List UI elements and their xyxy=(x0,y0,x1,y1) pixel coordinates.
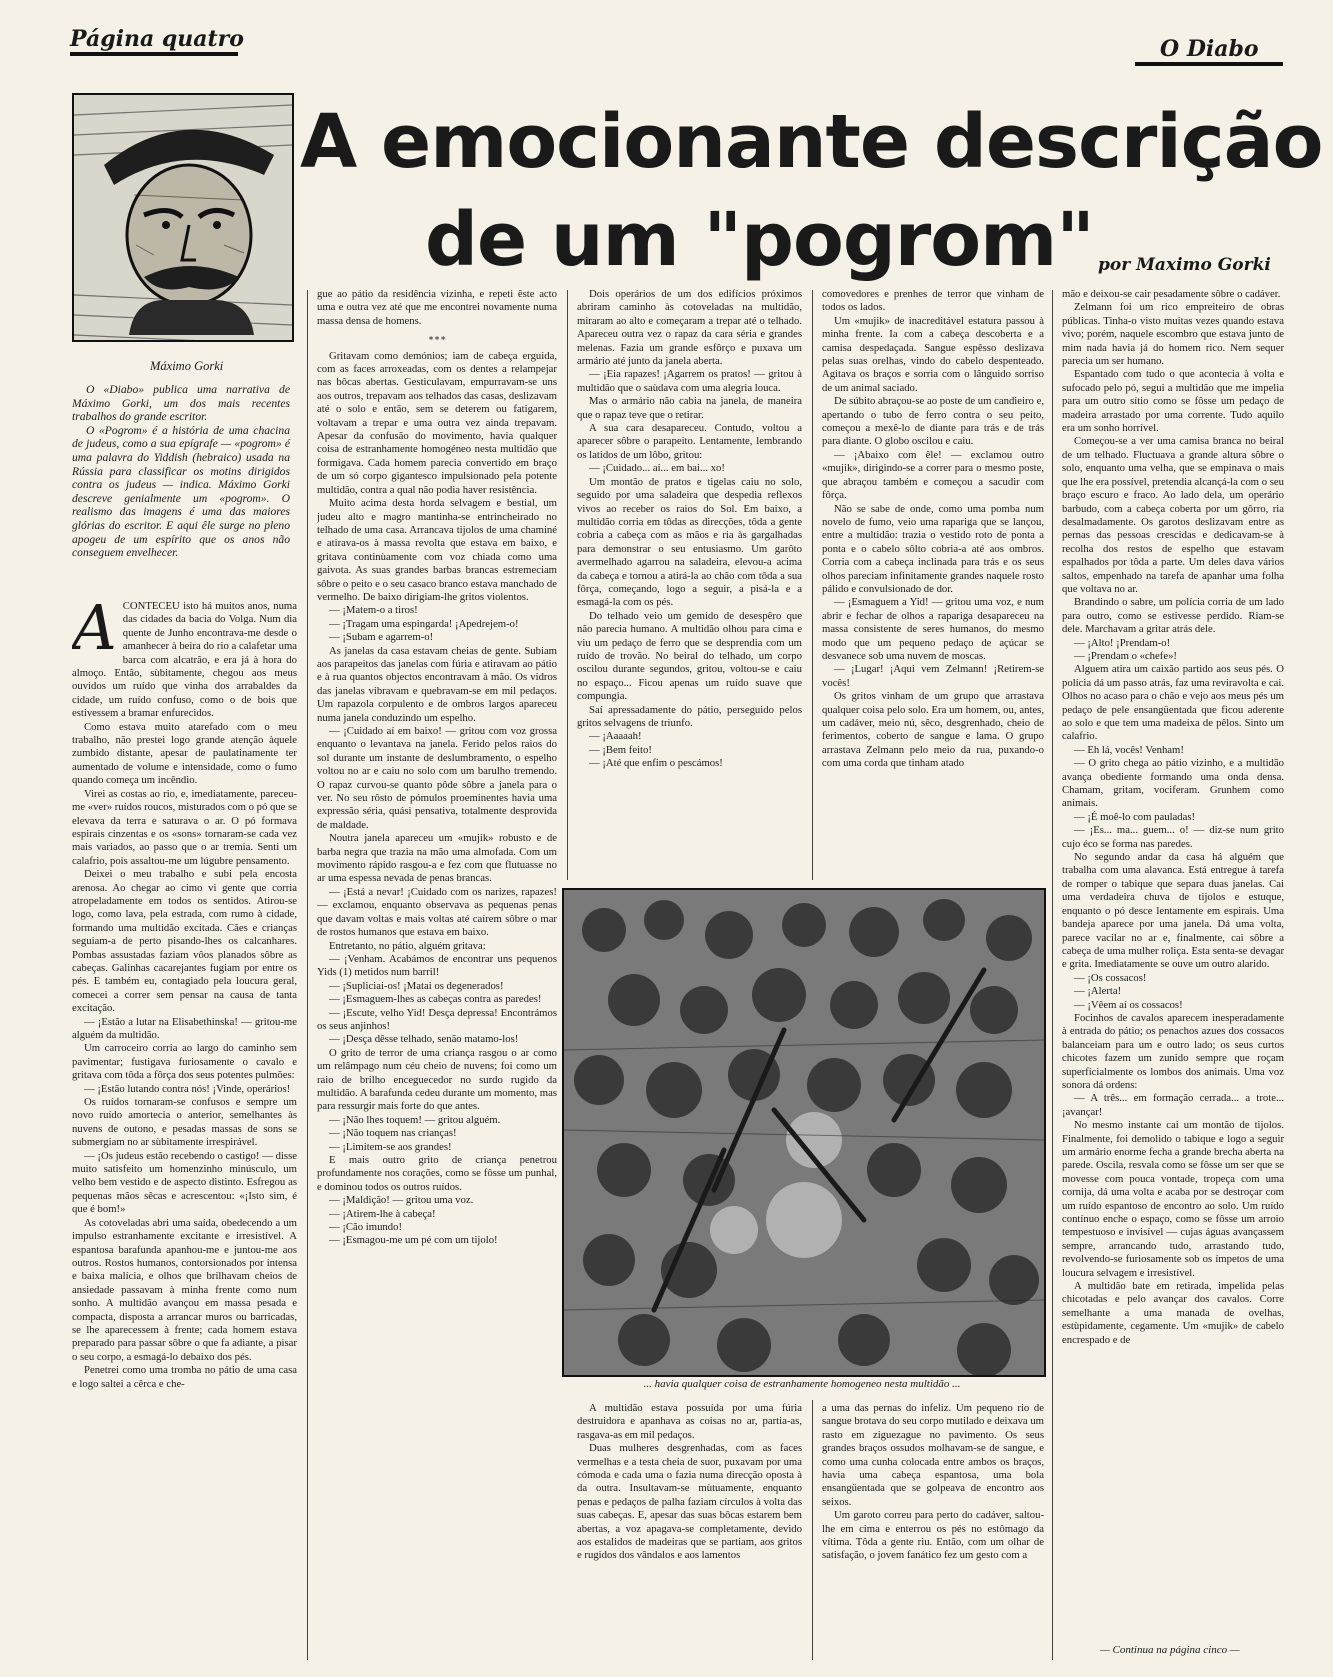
body-paragraph: Virei as costas ao rio, e, imediatamente, pareceu-me «ver» ruídos roucos, misturados com o pó que se elevava da terra e saturava o ar. O pó formava espirais cinzentas e os «sons» tornaram-se cada vez mais variados, ao passo que o ar tremia. Senti um calafrio, pois assaltou-me um lúgubre pensamento. xyxy=(72,787,297,867)
body-paragraph: Como estava muito atarefado com o meu trabalho, não prestei logo grande atenção àquele zumbido distante, apesar de paulatinamente ter aumentado de volume e intensidade, como o fumo quando começa um incêndio. xyxy=(72,720,297,787)
body-paragraph: — ¡Alto! ¡Prendam-o! xyxy=(1074,636,1171,649)
body-paragraph: Noutra janela apareceu um «mujik» robusto e de barba negra que trazia na mão uma almofada. Com um movimento rápido rasgou-a e fez com que flutuasse no ar uma espessa nevada de penas brancas. xyxy=(317,832,557,885)
portrait-woodcut-image xyxy=(74,95,292,340)
body-paragraph: — ¡Bem feito! xyxy=(589,743,652,756)
body-paragraph: — ¡Não lhes toquem! — gritou alguém. xyxy=(329,1113,501,1126)
body-paragraph: — ¡Abaixo com êle! — exclamou outro «mujik», dirigindo-se a correr para o mesmo poste, que abraçou também e começou a sacudir com fôrça. xyxy=(822,448,1044,502)
body-paragraph: a uma das pernas do infeliz. Um pequeno rio de sangue brotava do seu corpo mutilado e deixava um rasto em ziguezague no pavimento. Os seus grandes braços ossudos molhavam-se de sangue, e como uma cunha colocada entre ambos os braços, havia uma cabeça espantosa, uma bola ensangüentada que se golpeava de encontro aos seixos. xyxy=(822,1402,1044,1508)
body-paragraph: — ¡Os cossacos! xyxy=(1074,971,1147,984)
body-paragraph: — ¡Supliciai-os! ¡Matai os degenerados! xyxy=(329,979,504,992)
body-paragraph: — O grito chega ao pátio vizinho, e a multidão avança obediente formando uma onda densa. Chamam, gritam, vociferam. Grunhem como animais. xyxy=(1062,757,1284,810)
body-paragraph: — ¡Escute, velho Yid! Desça depressa! Encontrámos os seus anjinhos! xyxy=(317,1006,557,1032)
column-rule xyxy=(812,290,813,880)
body-paragraph: Um carroceiro corria ao largo do caminho sem pavimentar; fustigava furiosamente o cavalo e gritava com tôda a fôrça dos seus potentes pulmões: xyxy=(72,1042,297,1082)
body-paragraph: Os ruídos tornaram-se confusos e sempre um novo ruído amortecia o anterior, semelhantes às nuvens de outono, e pesadas massas de sons se submergiam no ar sùbitamente irrespirável. xyxy=(72,1096,297,1149)
body-paragraph: As cotoveladas abri uma saída, obedecendo a um impulso estranhamente excitante e irresistível. A espantosa barafunda apanhou-me e juntou-me aos outros. Rostos humanos, contorsionados por intensa e baixa malícia, e olhos que brilhavam cheios de ansiedade passavam à minha frente como num sonho. A multidão avançou em massa pesada e compacta, disposta a arrancar muros ou barricadas, se lhe aparecessem à frente; cada homem estava preparado para passar sôbre o que fa adiante, a pisar o seu corpo, a esmagá-lo debaixo dos pés. xyxy=(72,1216,297,1363)
body-paragraph: — ¡Esmagou-me um pé com um tijolo! xyxy=(329,1234,498,1247)
gorki-portrait xyxy=(72,93,294,342)
article-intro xyxy=(72,383,290,560)
body-paragraph: De súbito abraçou-se ao poste de um candieiro e, apertando o tubo de ferro contra o seu peito, começou a mexê-lo de diante para trás e de trás para diante. O globo oscilou e caiu. xyxy=(822,395,1044,448)
body-paragraph: — Eh lá, vocês! Venham! xyxy=(1074,743,1184,756)
continuation-note: — Continua na página cinco — xyxy=(1100,1644,1240,1656)
body-paragraph: Espantado com tudo o que acontecia à volta e sufocado pelo pó, segui a multidão que me impelia para um outro sítio como se fôsse um pedaço de madeira arrastado por uma corrente. Tudo aquilo era um sonho horrível. xyxy=(1062,368,1284,435)
body-paragraph: — A três... em formação cerrada... a trote... ¡avançar! xyxy=(1062,1092,1284,1118)
body-paragraph: — ¡Es... ma... guem... o! — diz-se num grito cujo éco se forma nas paredes. xyxy=(1062,824,1284,850)
body-paragraph: — ¡Até que enfim o pescámos! xyxy=(589,757,723,770)
body-paragraph: — ¡Matem-o a tiros! xyxy=(329,604,418,617)
crowd-illustration xyxy=(562,888,1046,1377)
body-paragraph: — ¡É moê-lo com pauladas! xyxy=(1074,810,1196,823)
body-paragraph: — ¡Cuidado... ai... em bai... xo! xyxy=(589,462,725,475)
body-paragraph: Gritavam como demónios; iam de cabeça erguida, com as faces arroxeadas, com os dentes a relampejar nas bôcas abertas. Gesticulavam, empurravam-se uns aos outros, trepavam aos telhados das casas, deslizavam até o solo e então, sem se deterem ou fatigarem, voltavam a trepar e uma outra vez ainda trepavam. Apesar da confusão do movimento, havia qualquer coisa de estranhamente homogéneo nesta multidão que formigava. Cada homem parecia convertido em braço de um só corpo gigantesco impulsionado pela potente multidão, contra a qual não podia haver resistência. xyxy=(317,349,557,496)
body-paragraph: Muito acima desta horda selvagem e bestial, um judeu alto e magro mantinha-se entrincheirado no telhado de uma casa. Arrancava tijolos de uma chaminé e atirava-os à massa revolta que estava em baixo, e gritava continùamente com voz chiada como uma gaivota. As suas grandes barbas brancas estremeciam sôbre o peito e o seu casaco branco estava manchado de vermelho. De baixo dirigiam-lhe gritos violentos. xyxy=(317,497,557,603)
body-paragraph: — ¡Lugar! ¡Aqui vem Zelmann! ¡Retirem-se vocês! xyxy=(822,663,1044,689)
publication-name: O Diabo xyxy=(1160,36,1259,62)
body-paragraph: gue ao pátio da residência vizinha, e repeti êste acto uma e outra vez até que me encontrei novamente numa massa densa de homens. xyxy=(317,288,557,327)
body-paragraph: Alguem atira um caixão partido aos seus pés. O polícia dá um passo atrás, faz uma reviravolta e cai. Olhos no acaso para o chão e vejo aos meus pés um pedaço de pele ensangüentada que ficou aderente ao solo e que tem uma madeixa de pêlos. Sinto um calafrio. xyxy=(1062,663,1284,743)
body-paragraph: — ¡Subam e agarrem-o! xyxy=(329,631,434,644)
body-paragraph: — ¡Estão a lutar na Elisabethinska! — gritou-me alguém da multidão. xyxy=(72,1015,297,1041)
body-paragraph: Deixei o meu trabalho e subi pela encosta arenosa. Ao chegar ao cimo vi gente que corria atropeladamente em todos os sentidos. Atirou-se logo, como lava, pela estrada, com rumo à cidade, formando uma multidão excitada. Cães e crianças seguiam-a de perto pisando-lhes os calcanhares. Pombas assustadas faziam vôos planados sôbre as cabeças. Galinhas cacarejantes fugiam por entre os pés. E também eu, contagiado pela loucura geral, comecei a correr sem pensar na causa de tanta excitação. xyxy=(72,868,297,1015)
body-paragraph: A multidão estava possuída por uma fúria destruidora e apanhava as coisas no ar, partia-as, rasgava-as em mil pedaços. xyxy=(577,1402,802,1441)
body-paragraph: O grito de terror de uma criança rasgou o ar como um relâmpago num céu cheio de nuvens; foi como um raio de brilho enceguecedor no surdo rugido da multidão. A barafunda cedeu durante um momento, mas para ressurgir mais forte do que antes. xyxy=(317,1046,557,1113)
drop-cap: A xyxy=(72,600,117,664)
body-paragraph: Começou-se a ver uma camisa branca no beiral de um telhado. Fluctuava a grande altura sôbre o solo, enquanto uma velha, que se empinava o mais que lhe era possível, pretendia alcançá-la com o seu braço escuro e fraco. Ao lado dela, um operário barbudo, com a cabeça coberta por um gôrro, ria desalmadamente. Os garotos deslizavam entre as pernas das pessoas crescidas e dedicavam-se à recolha dos restos de espelho que estavam espalhados por tôda a parte. Um deles dava vários saltos, empenhado na tarefa de apanhar uma folha que voltava no ar. xyxy=(1062,435,1284,595)
body-paragraph: Um «mujik» de inacreditável estatura passou à minha frente. Ia com a cabeça descoberta e a camisa despedaçada. Sangue espêsso deslizava pelas suas orelhas, vindo do cabelo despenteado. Agitava os braços e sorria com o lânguido sorriso de um animal saciado. xyxy=(822,314,1044,394)
body-paragraph: — ¡Esmaguem-lhes as cabeças contra as paredes! xyxy=(329,993,542,1006)
article-title-line2: de um "pogrom" xyxy=(425,197,1094,283)
body-paragraph: Brandindo o sabre, um polícia corria de um lado para outro, como se estivesse perdido. Riam-se dele. Marchavam a gritar atrás dele. xyxy=(1062,596,1284,636)
intro-paragraph: O «Diabo» publica uma narrativa de Máximo Gorki, um dos mais recentes trabalhos do grande escritor. xyxy=(72,383,290,424)
body-paragraph: — ¡Esmaguem a Yid! — gritou uma voz, e num abrir e fechar de olhos a rapariga desapareceu na massa consistente de seres humanos, do mesmo modo que um pequeno pedaço de açúcar se desvanece sob uma nuvem de moscas. xyxy=(822,596,1044,662)
body-paragraph: Mas o armário não cabia na janela, de maneira que o rapaz teve que o retirar. xyxy=(577,395,802,421)
body-paragraph: Saí apressadamente do pátio, perseguido pelos gritos selvagens de triunfo. xyxy=(577,703,802,729)
crowd-drawing-image xyxy=(564,890,1044,1375)
body-paragraph: — ¡Não toquem nas crianças! xyxy=(329,1127,457,1140)
body-paragraph: Focinhos de cavalos aparecem inesperadamente à entrada do pátio; os penachos azues dos cossacos balanceiam para um e outro lado; os seus curtos chicotes fazem um zunido sempre que roçam superficialmente os lombos dos animais. Uma voz sonora dá ordens: xyxy=(1062,1011,1284,1091)
header-rule-left xyxy=(70,52,238,56)
body-paragraph: A sua cara desapareceu. Contudo, voltou a aparecer sôbre o parapeito. Lentamente, lembrando os latidos de um lôbo, gritou: xyxy=(577,422,802,461)
body-paragraph: — ¡Venham. Acabámos de encontrar uns pequenos Yids (1) metidos num barril! xyxy=(317,952,557,979)
body-paragraph: — ¡Maldição! — gritou uma voz. xyxy=(329,1194,474,1207)
body-paragraph: No mesmo instante cai um montão de tijolos. Finalmente, foi demolido o tabique e logo a seguir um armário enorme fecha a grande brecha aberta na parede. Oscila, resvala como se fôsse um ser que se movesse com pouca vontade, tropeça com uma cornija, dá uma volta e acaba por se destroçar com um ruído espantoso de encontro ao solo. Um ruído contínuo enche o espaço, como se fôsse um arroio tempestuoso e invisível — cujas águas avançassem sempre, arrancando tudo, arrastando tudo, revolvendo-se furiosamente sob os ímpetos de uma loucura selvagem e irresistível. xyxy=(1062,1119,1284,1279)
body-paragraph: — ¡Eia rapazes! ¡Agarrem os pratos! — gritou à multidão que o saùdava com uma alegria louca. xyxy=(577,368,802,394)
body-paragraph: Um montão de pratos e tigelas caiu no solo, seguido por uma saladeira que despedia reflexos vivos ao receber os raios do Sol. Em baixo, a multidão corria em tôdas as direcções, tôda a gente cobria a cabeça com as mãos e ria às gargalhadas para demonstrar o seu entusiasmo. Um garôto avermelhado agarrou na saladeira, elevou-a acima da cabeça e tornou a atirá-la ao chão com tôda a sua fôrça, começando, logo a seguir, a pisá-la e a esmagá-la com os pés. xyxy=(577,475,802,609)
body-paragraph: Dois operários de um dos edifícios próximos abriram caminho às cotoveladas na multidão, miraram ao alto e começaram a trepar até o telhado. Apareceu outra vez o rapaz da cara séria e grandes melenas. Fazia um grande esfôrço e puxava um armário até junto da janela aberta. xyxy=(577,288,802,368)
body-paragraph: Um garoto correu para perto do cadáver, saltou-lhe em cima e enterrou os pés no estômago da vítima. Tôda a gente riu. Então, com um olhar de satisfação, o jovem fanático fez um gesto com a xyxy=(822,1509,1044,1562)
body-paragraph: — ¡Desça dêsse telhado, senão matamo-los! xyxy=(329,1033,519,1046)
article-column-5 xyxy=(1062,288,1284,1638)
column-rule xyxy=(307,290,308,1660)
body-paragraph: — ¡Os judeus estão recebendo o castigo! — disse muito satisfeito um homenzinho minúsculo, um velho bem vestido e de aspecto distinto. Esfregou as pequenas mãos sêcas e acrescentou: «¡Isto sim, é que é bom!» xyxy=(72,1149,297,1216)
portrait-caption: Máximo Gorki xyxy=(150,359,224,373)
body-paragraph: Penetrei como uma tromba no pátio de uma casa e logo saltei a cêrca e che- xyxy=(72,1364,297,1390)
body-paragraph: — ¡Vêem aí os cossacos! xyxy=(1074,998,1183,1011)
article-title-line1: A emocionante descrição xyxy=(300,99,1323,185)
illustration-caption: ... havia qualquer coisa de estranhamente homogeneo nesta multidão ... xyxy=(643,1378,961,1390)
body-paragraph: — ¡Atirem-lhe à cabeça! xyxy=(329,1207,436,1220)
body-paragraph: Duas mulheres desgrenhadas, com as faces vermelhas e a testa cheia de suor, puxavam por uma cómoda e cada uma o fazia numa direcção oposta à da outra. Insultavam-se mùtuamente, enquanto penas e pedaços de palha faziam círculos à volta das suas cabeças. E, apesar das suas bôcas estarem bem abertas, a voz apagava-se completamente, devido aos estalidos de madeiras que se partiam, aos gritos e rugidos dos vândalos e aos lamentos xyxy=(577,1442,802,1562)
intro-paragraph: O «Pogrom» é a história de uma chacina de judeus, como a sua epígrafe — «pogrom» é uma palavra do Yiddish (hebraico) usada na Rússia para classificar os motins dirigidos contra os judeus — indica. Máximo Gorki descreve genialmente um «pogrom». O realismo das imagens é uma das maiores glórias do escritor. E aqui êle surge no pleno apogeu de um espírito que os anos não conseguem envelhecer. xyxy=(72,423,290,560)
body-paragraph: — ¡Limitem-se aos grandes! xyxy=(329,1140,452,1153)
body-paragraph: — ¡Cuidado aí em baixo! — gritou com voz grossa enquanto o levantava na janela. Ferido pelos raios do sol durante um instante de deslumbramento, o espelho voltou no ar e caiu no solo com um barulho tremendo. O rapaz curvou-se quanto pôde sôbre a janela para o ver. No seu rôsto de pómulos proeminentes havia uma expressão séria, quási pensativa, totalmente desprovida de maldade. xyxy=(317,725,557,831)
body-paragraph: — ¡Está a nevar! ¡Cuidado com os narizes, rapazes! — exclamou, enquanto observava as pequenas penas que davam voltas e mais voltas até caírem sôbre o mar de rostos humanos que estava em baixo. xyxy=(317,885,557,939)
body-paragraph: — ¡Estão lutando contra nós! ¡Vinde, operários! xyxy=(84,1082,291,1095)
article-column-3-bottom xyxy=(577,1402,802,1664)
body-paragraph: CONTECEU isto há muitos anos, numa das cidades da bacia do Volga. Num dia quente de Junho encontrava-me desde o amanhecer à beira do rio a calafetar uma barca com alcatrão, e era já à hora do almoço. Então, sùbitamente, chegou aos meus ouvidos um ruído que vinha dos arrabaldes da cidade, um ruído confuso, como o de bois que estivessem a bramar enfurecidos. xyxy=(72,600,297,720)
article-column-4-bottom xyxy=(822,1402,1044,1664)
body-paragraph: — ¡Alerta! xyxy=(1074,985,1122,998)
body-paragraph: comovedores e prenhes de terror que vinham de todos os lados. xyxy=(822,288,1044,314)
body-paragraph: — ¡Prendam o «chefe»! xyxy=(1074,649,1177,662)
body-paragraph: — ¡Cão imundo! xyxy=(329,1221,403,1234)
body-paragraph: Do telhado veio um gemido de desespêro que não parecia humano. A multidão olhou para cima e viu um pedaço de ferro que se desprendia com um ruído de trovão. No beiral do telhado, um corpo oscilou durante segundos, gritou, voltou-se e caiu no espaço... Ficou apenas um ruído suave que compungia. xyxy=(577,609,802,703)
column-rule xyxy=(1052,290,1053,1660)
column-rule xyxy=(812,1400,813,1660)
body-paragraph: Não se sabe de onde, como uma pomba num novelo de fumo, veio uma rapariga que se lançou, entre a multidão: trazia o vestido roto de ponta a ponta e o cabelo sôlto cobria-a até aos ombros. Corria com a cabeça inclinada para trás e os seus olhos pareciam infinitamente grandes naquele rosto pálido e convulsionado de dor. xyxy=(822,502,1044,595)
article-byline: por Maximo Gorki xyxy=(1098,255,1271,275)
header-rule-right xyxy=(1135,62,1283,66)
section-separator: ∗∗∗ xyxy=(427,333,447,344)
body-paragraph: As janelas da casa estavam cheias de gente. Subiam aos parapeitos das janelas com fúria e atiravam ao pátio e à rua quantos objectos encontravam à mão. Os vidros das janelas vibravam e quebravam-se em mil pedaços. Um rapazola corpulento e de ombros largos apareceu numa janela conduzindo um espelho. xyxy=(317,644,557,724)
article-column-2 xyxy=(317,288,557,1665)
body-paragraph: — ¡Aaaaah! xyxy=(589,730,642,743)
body-paragraph: Entretanto, no pátio, alguém gritava: xyxy=(329,939,486,952)
body-paragraph: A multidão bate em retirada, impelida pelas chicotadas e pelo avançar dos cavalos. Corre semelhante a uma manada de ovelhas, estùpidamente, cegamente. Um «mujik» de cabelo encrespado e de xyxy=(1062,1280,1284,1346)
body-paragraph: Os gritos vinham de um grupo que arrastava qualquer coisa pelo solo. Era um homem, ou, antes, um cadáver, meio nú, sêco, desgrenhado, cheio de ferimentos, coberto de sangue e lama. O grupo arrastava Zelmann pelo meio da rua, puxando-o com uma corda que tinham atado xyxy=(822,690,1044,770)
page-label: Página quatro xyxy=(70,26,244,52)
article-column-4-top xyxy=(822,288,1044,878)
body-paragraph: E mais outro grito de criança penetrou profundamente nos corações, como se fôsse um punhal, e dominou todos os outros ruídos. xyxy=(317,1154,557,1193)
body-paragraph: — ¡Tragam uma espingarda! ¡Apedrejem-o! xyxy=(329,617,519,630)
column-rule xyxy=(567,290,568,880)
body-paragraph: mão e deixou-se cair pesadamente sôbre o cadáver. xyxy=(1062,288,1281,300)
body-paragraph: No segundo andar da casa há alguém que trabalha com uma alavanca. Está entregue à tarefa de romper o tabique que separa duas janelas. Cai uma verdadeira chuva de tijolos e estuque, enquanto o pó desce lentamente em espirais. Uma bandeja aparece por uma janela. Dá uma volta, parece vacilar no ar e, finalmente, cai sôbre a cabeça de uma mulher roliça. Esta senta-se devagar e grita. Imediatamente se ouve um outro alarido. xyxy=(1062,851,1284,971)
article-column-1 xyxy=(72,600,297,1665)
article-column-3-top xyxy=(577,288,802,878)
body-paragraph: Zelmann foi um rico empreiteiro de obras públicas. Tinha-o visto muitas vezes quando estava vivo; porém, naquele escombro que estava junto de mim nada havia já do homem rico. Nem sequer parecia um ser humano. xyxy=(1062,301,1284,368)
